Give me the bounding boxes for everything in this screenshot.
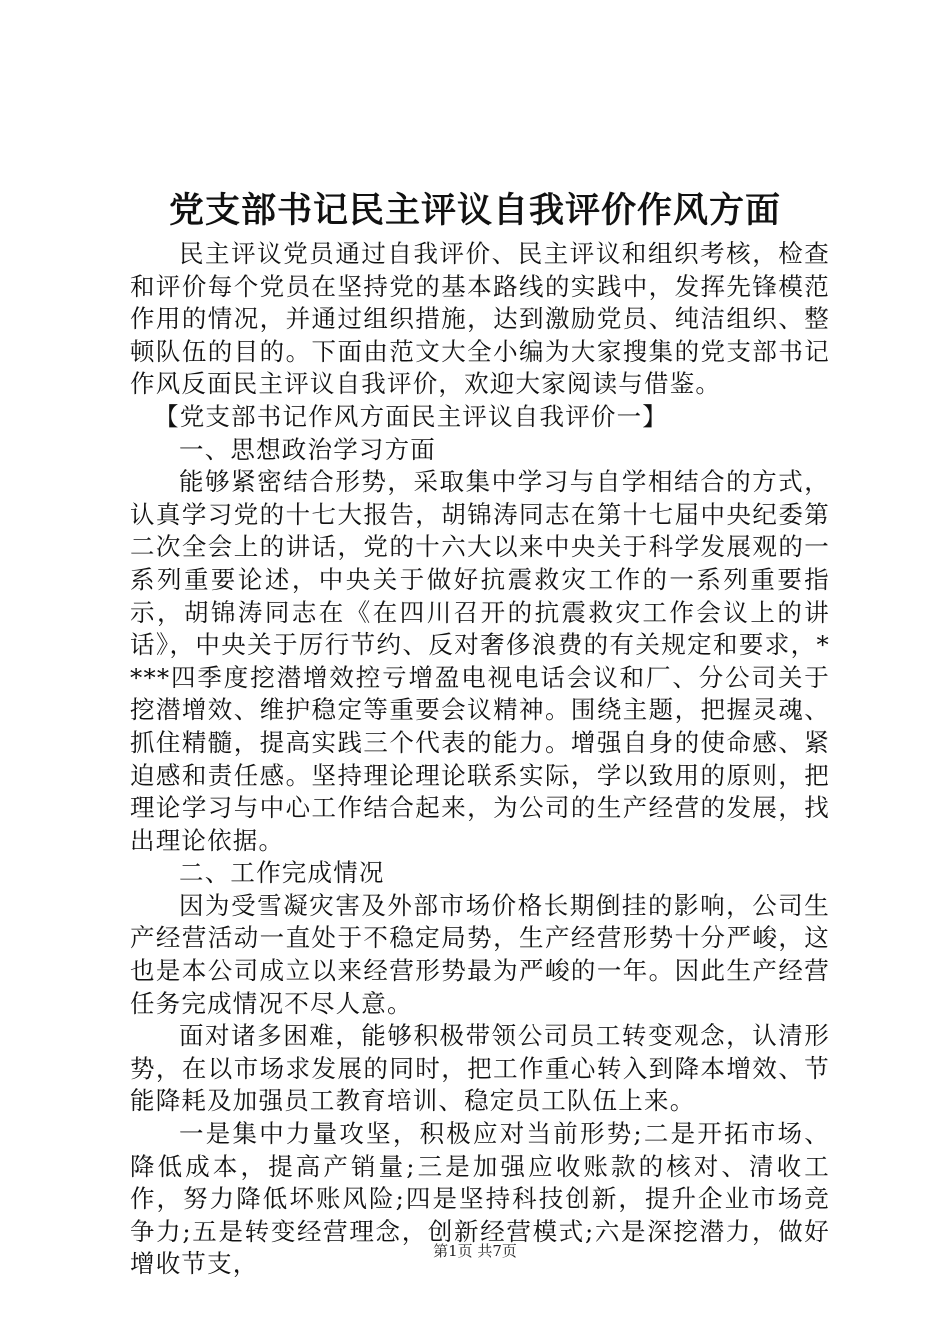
document-title: 党支部书记民主评议自我评价作风方面 xyxy=(168,190,781,231)
paragraph-measures: 一是集中力量攻坚，积极应对当前形势;二是开拓市场、降低成本，提高产销量;三是加强应收账款的核对、清收工作，努力降低坏账风险;四是坚持科技创新，提升企业市场竞争力;五是转变经营理念，创新经营模式;六是深挖潜力，做好增收节支， xyxy=(130,1119,830,1279)
paragraph-study: 能够紧密结合形势，采取集中学习与自学相结合的方式，认真学习党的十七大报告，胡锦涛同志在第十七届中央纪委第二次全会上的讲话，党的十六大以来中央关于科学发展观的一系列重要论述，中央关于做好抗震救灾工作的一系列重要指示，胡锦涛同志在《在四川召开的抗震救灾工作会议上的讲话》，中央关于厉行节约、反对奢侈浪费的有关规定和要求，****四季度挖潜增效控亏增盈电视电话会议和厂、分公司关于挖潜增效、维护稳定等重要会议精神。围绕主题，把握灵魂、抓住精髓，提高实践三个代表的能力。增强自身的使命感、紧迫感和责任感。坚持理论理论联系实际，学以致用的原则，把理论学习与中心工作结合起来，为公司的生产经营的发展，找出理论依据。 xyxy=(130,467,830,855)
paragraph-difficulties: 面对诸多困难，能够积极带领公司员工转变观念，认清形势，在以市场求发展的同时，把工作重心转入到降本增效、节能降耗及加强员工教育培训、稳定员工队伍上来。 xyxy=(130,1021,830,1116)
section-heading-work: 二、工作完成情况 xyxy=(179,858,385,888)
document-body xyxy=(130,238,830,1281)
page-footer: 第1页 共7页 xyxy=(433,1242,517,1260)
paragraph-intro: 民主评议党员通过自我评价、民主评议和组织考核，检查和评价每个党员在坚持党的基本路线的实践中，发挥先锋模范作用的情况，并通过组织措施，达到激励党员、纯洁组织、整顿队伍的目的。下面由范文大全小编为大家搜集的党支部书记作风反面民主评议自我评价，欢迎大家阅读与借鉴。 xyxy=(130,239,830,399)
paragraph-work-situation: 因为受雪凝灾害及外部市场价格长期倒挂的影响，公司生产经营活动一直处于不稳定局势，生产经营形势十分严峻，这也是本公司成立以来经营形势最为严峻的一年。因此生产经营任务完成情况不尽人意。 xyxy=(130,890,830,1018)
section-heading-study: 一、思想政治学习方面 xyxy=(179,434,436,464)
section-bracket-heading: 【党支部书记作风方面民主评议自我评价一】 xyxy=(154,401,668,431)
